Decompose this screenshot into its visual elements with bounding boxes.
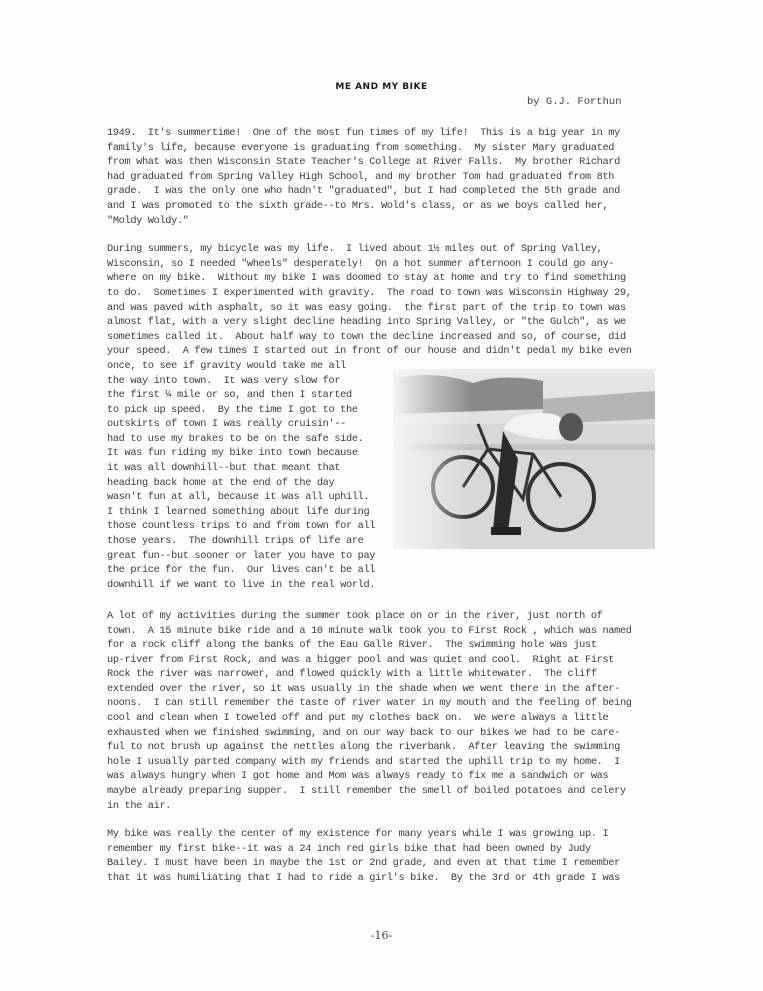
paragraph-4: My bike was really the center of my existence for many years while I was growing up. I remember my first bike--it was a 24 inch red girls bike that had been owned by Judy Bailey. I must have been in maybe the 1st or 2nd grade, and even at that time I remember that it was humiliating that I had to ride a girl's bike. By the 3rd or 4th grade I was [107,828,620,884]
paragraph-1: 1949. It's summertime! One of the most fun times of my life! This is a big year in my family's life, because everyone is graduating from something. My sister Mary graduated from what was then Wisconsin State Teacher's College at River Falls. My brother Richard had graduated from Spring Valley High School, and my brother Tom had graduated from 8th grade. I was the only one who hadn't "graduated", but I had completed the 5th grade and and I was promoted to the sixth grade--to Mrs. Wold's class, or as we boys called her, "Moldy Woldy." [107,127,620,227]
document-title: ME AND MY BIKE [335,82,428,92]
paragraph-gap [107,813,667,827]
paragraph-3: A lot of my activities during the summer took place on or in the river, just north of town. A 15 minute bike ride and a 10 minute walk took you to First Rock , which was named for a rock cliff along the banks of the Eau Galle River. The swimming hole was just up-river from First Rock, and was a bigger pool and was quiet and cool. Right at First Rock the river was narrower, and flowed quickly with a little whitewater. The cliff extended over the river, so it was usually in the shade when we went there in the after- noons. I can still remember the taste of river water in my mouth and the feeling of being cool and clean when I toweled off and put my clothes back on. We were always a little exhausted when we finished swimming, and on our way back to our bikes we had to be care- ful to not brush up against the nettles along the riverbank. After leaving the swimming hole I usually parted company with my friends and started the uphill trip to my home. I was always hungry when I got home and Mom was always ready to fix me a sandwich or was maybe already preparing supper. I still remember the smell of boiled potatoes and celery in the air. [107,609,632,812]
text-column [107,126,667,886]
paragraph-gap [107,228,667,242]
paragraph-gap [107,595,667,609]
bike-photo [393,369,655,549]
paragraph-2-continued: once, to see if gravity would take me all the way into town. It was very slow for the first ¼ mile or so, and then I started to pick up speed. By the time I got to the outskirts of town I was really cruisin'-- had to use my brakes to be on the safe side. It was fun riding my bike into town because it was all downhill--but that meant that heading back home at the end of the day wasn't fun at all, because it was all uphill. I think I learned something about life during those countless trips to and from town for all those years. The downhill trips of life are great fun--but sooner or later you have to pay the price for the fun. Our lives can't be all downhill if we want to live in the real world. [107,359,376,591]
paragraph-2: During summers, my bicycle was my life. I lived about 1½ miles out of Spring Valley, Wisconsin, so I needed "wheels" desperately! On a hot summer afternoon I could go any- where on my bike. Without my bike I was doomed to stay at home and try to find something to do. Sometimes I experimented with gravity. The road to town was Wisconsin Highway 29, and was paved with asphalt, so it was easy going. the first part of the trip to town was almost flat, with a very slight decline heading into Spring Valley, or "the Gulch", as we sometimes called it. About half way to town the decline increased and so, of course, did your speed. A few times I started out in front of our house and didn't pedal my bike even [107,243,632,358]
boy-on-bike-image [393,369,655,549]
author-byline: by G.J. Forthun [527,96,622,108]
page-number: -16- [370,929,393,942]
text-with-photo-row [107,359,667,595]
